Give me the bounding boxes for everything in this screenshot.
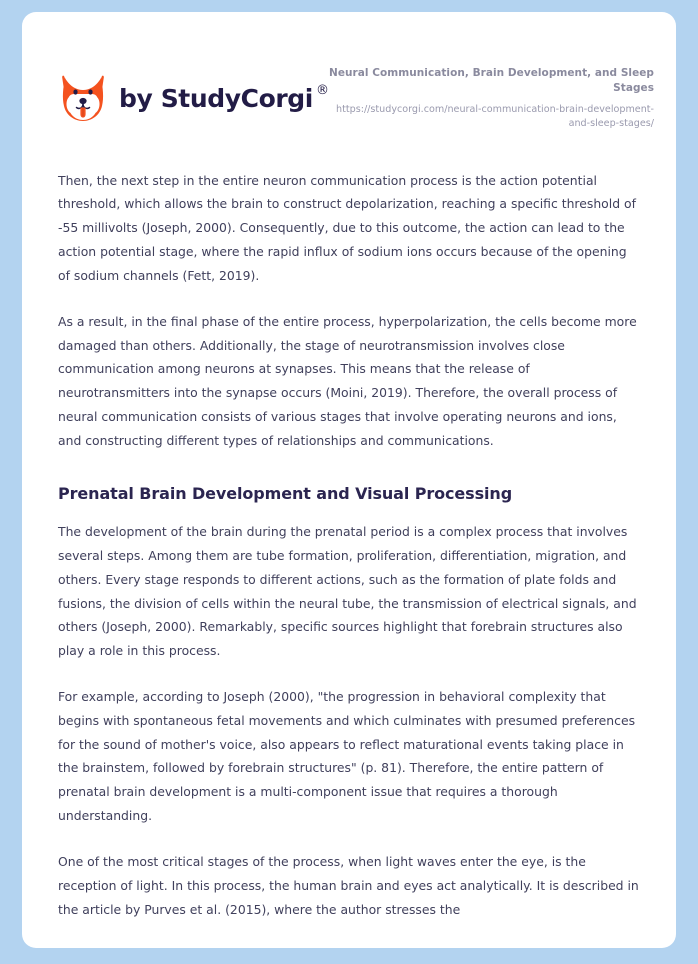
body-paragraph: As a result, in the final phase of the entire process, hyperpolarization, the cells become more damaged than others. Additionally, the stage of neurotransmission involves close communication among neurons at synapses. This means that the release of neurotransmitters into the synapse occurs (Moini, 2019). Therefore, the overall process of neural communication consists of various stages that involve operating neurons and ions, and constructing different types of relationships and communications.: [58, 313, 637, 448]
header-meta: [329, 60, 654, 131]
body-paragraph: Then, the next step in the entire neuron communication process is the action potential threshold, which allows the brain to construct depolarization, reaching a specific threshold of -55 millivolts (Joseph, 2000). Consequently, due to this outcome, the action can lead to the action potential stage, where the rapid influx of sodium ions occurs because of the opening of sodium channels (Fett, 2019).: [58, 172, 636, 283]
document-body: [22, 169, 676, 922]
brand-wordmark-text: by StudyCorgi: [119, 83, 313, 113]
body-paragraph: One of the most critical stages of the process, when light waves enter the eye, is the reception of light. In this process, the human brain and eyes act analytically. It is described in the article by Purves et al. (2015), where the author stresses the: [58, 853, 639, 917]
document-header: [22, 12, 676, 131]
document-page: [22, 12, 676, 948]
document-title: Neural Communication, Brain Development, and Sleep Stages: [329, 67, 654, 94]
body-paragraph: The development of the brain during the prenatal period is a complex process that involves several steps. Among them are tube formation, proliferation, differentiation, migration, and others. Every stage responds to different actions, such as the formation of plate folds and fusions, the division of cells within the neural tube, the transmission of electrical signals, and others (Joseph, 2000). Remarkably, specific sources highlight that forebrain structures also play a role in this process.: [58, 524, 637, 659]
brand-logo-block: [58, 60, 329, 124]
brand-wordmark: [119, 82, 329, 113]
section-heading: Prenatal Brain Development and Visual Processing: [58, 483, 513, 503]
body-paragraph: For example, according to Joseph (2000), "the progression in behavioral complexity that begins with spontaneous fetal movements and which culminates with presumed preferences for the sound of mother's voice, also appears to reflect maturational events taking place in the brainstem, followed by forebrain structures" (p. 81). Therefore, the entire pattern of prenatal brain development is a multi-component issue that requires a thorough understanding.: [58, 689, 636, 824]
document-source-url: https://studycorgi.com/neural-communication-brain-development-and-sleep-stages/: [336, 103, 654, 129]
corgi-logo-icon: [58, 72, 108, 124]
registered-trademark-icon: ®: [315, 82, 329, 98]
